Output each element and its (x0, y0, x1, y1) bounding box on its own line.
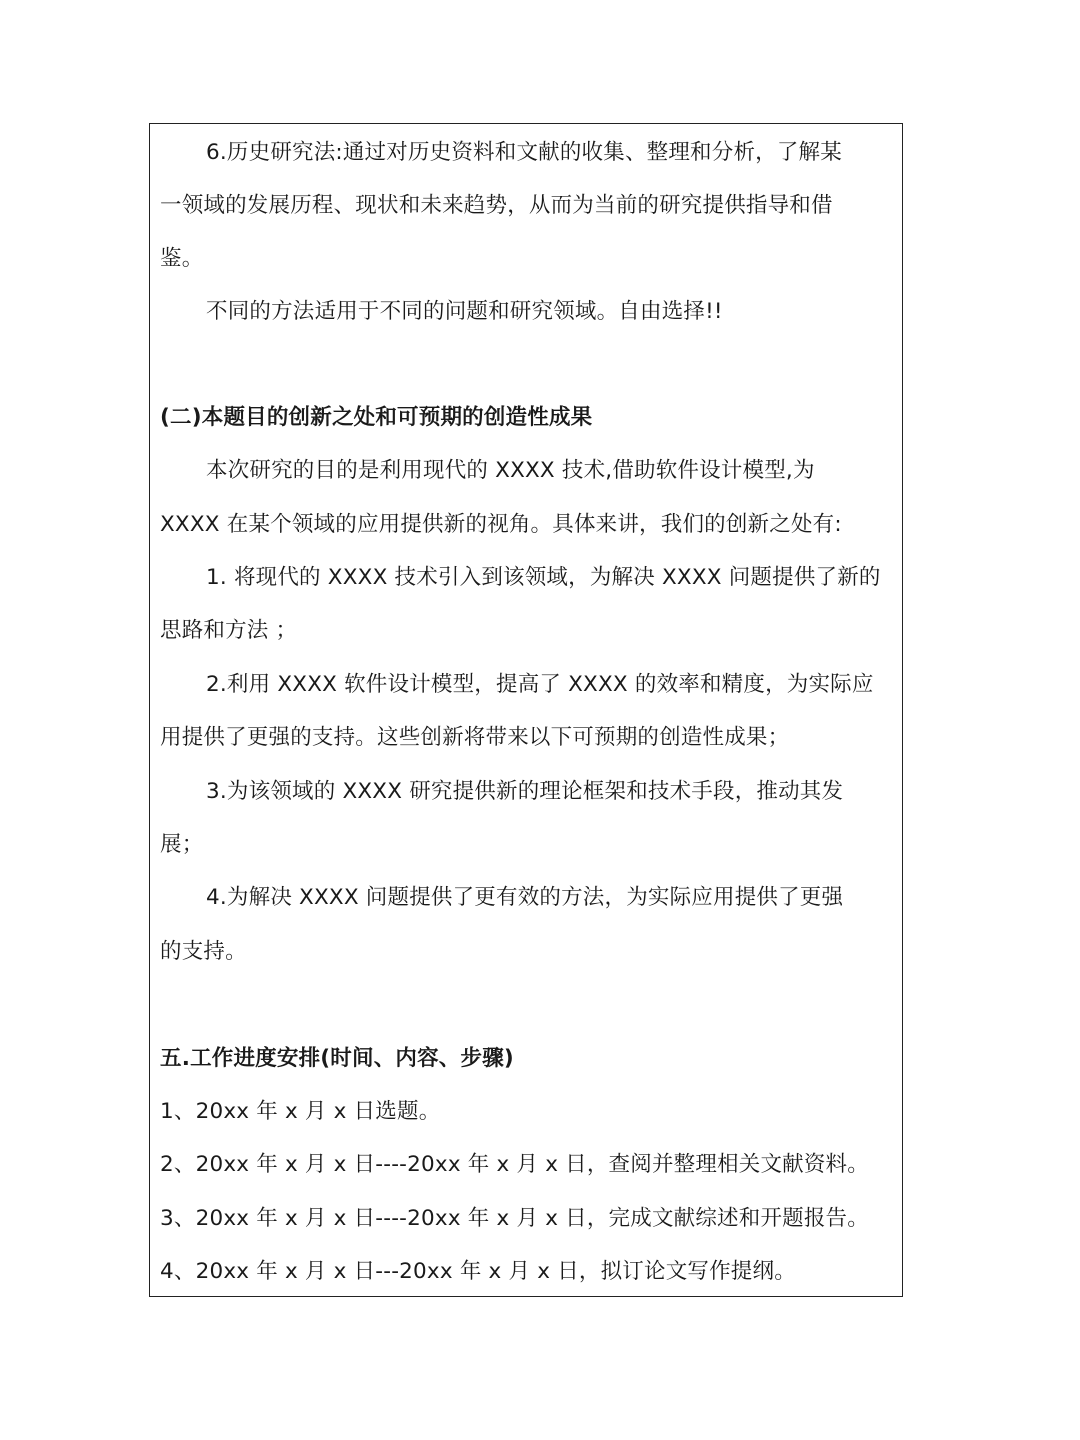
method-6-line-3: 鉴。 (160, 246, 204, 271)
innovation-intro-line-1: 本次研究的目的是利用现代的 XXXX 技术,借助软件设计模型,为 (206, 458, 815, 483)
schedule-item-3: 3、20xx 年 x 月 x 日----20xx 年 x 月 x 日，完成文献综述和开题报告。 (160, 1206, 869, 1231)
innovation-point-4-line-1: 4.为解决 XXXX 问题提供了更有效的方法，为实际应用提供了更强 (206, 885, 844, 910)
method-6-line-1: 6.历史研究法:通过对历史资料和文献的收集、整理和分析，了解某 (206, 140, 842, 165)
schedule-item-4: 4、20xx 年 x 月 x 日---20xx 年 x 月 x 日，拟订论文写作提纲。 (160, 1259, 796, 1284)
schedule-item-2: 2、20xx 年 x 月 x 日----20xx 年 x 月 x 日，查阅并整理相关文献资料。 (160, 1152, 869, 1177)
schedule-item-1: 1、20xx 年 x 月 x 日选题。 (160, 1099, 441, 1124)
innovation-point-4-line-2: 的支持。 (160, 939, 247, 964)
innovation-point-3-line-1: 3.为该领域的 XXXX 研究提供新的理论框架和技术手段，推动其发 (206, 779, 844, 804)
innovation-point-1-line-2: 思路和方法 ； (160, 618, 298, 643)
schedule-heading: 五.工作进度安排(时间、内容、步骤) (160, 1046, 514, 1071)
document-frame (149, 123, 903, 1297)
innovation-point-3-line-2: 展； (160, 832, 204, 857)
innovation-intro-line-2: XXXX 在某个领域的应用提供新的视角。具体来讲，我们的创新之处有: (160, 512, 842, 537)
innovation-point-1-line-1: 1. 将现代的 XXXX 技术引入到该领域，为解决 XXXX 问题提供了新的 (206, 565, 881, 590)
methods-summary: 不同的方法适用于不同的问题和研究领域。自由选择!! (206, 299, 723, 324)
innovation-point-2-line-1: 2.利用 XXXX 软件设计模型，提高了 XXXX 的效率和精度，为实际应 (206, 672, 874, 697)
innovation-point-2-line-2: 用提供了更强的支持。这些创新将带来以下可预期的创造性成果； (160, 725, 790, 750)
innovation-heading: (二)本题目的创新之处和可预期的创造性成果 (160, 405, 593, 430)
method-6-line-2: 一领域的发展历程、现状和未来趋势，从而为当前的研究提供指导和借 (160, 193, 833, 218)
